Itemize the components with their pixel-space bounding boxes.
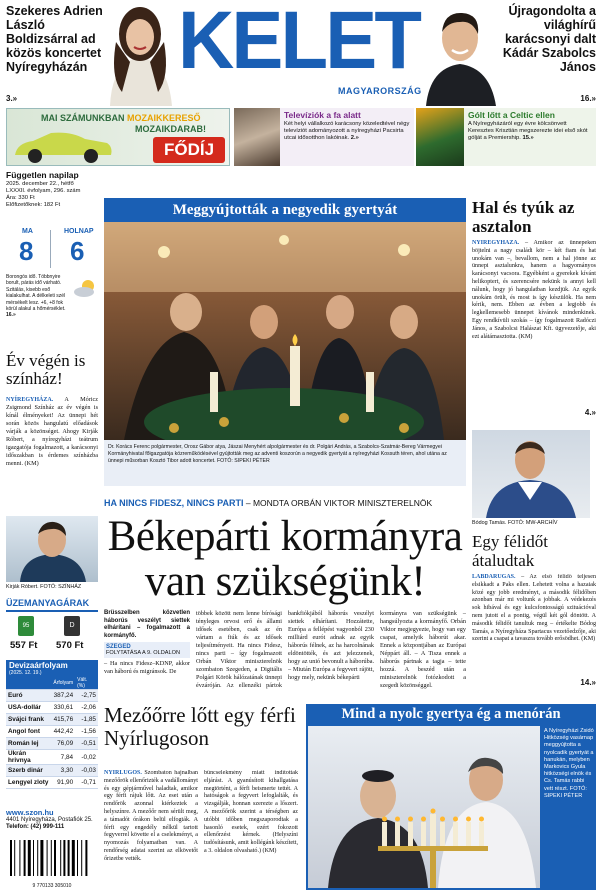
menorah-caption: A Nyíregyházi Zsidó Hitközség vasárnap meggyújtotta a nyolcadik gyertyát a hanukán, melyben Markovics Gyula hitközségi elnök és Cs. Tamás rabbi vett részt. FOTÓ: SIPEKI PÉTER [544,728,594,799]
fx-box [6,660,98,789]
lead-kicker-rest: – MONDTA ORBÁN VIKTOR MINISZTERELNÖK [243,498,433,508]
fx-cell-change: -2,75 [75,690,98,702]
fuel-title: ÜZEMANYAGÁRAK [6,598,98,612]
promo-football-title: Gólt lőtt a Celtic ellen [468,110,555,120]
teaser-left-headline: Szekeres Adrien László Boldizsárral ad közös koncertet Nyíregyházán [6,4,103,74]
fx-cell-rate: 387,24 [51,690,75,702]
football-text: LABDARÚGÁS. – Az első félidő teljesen elsikkadt a Paks ellen. Lehetett volna a hazaiak közé egy jobb eredményt, a második félidőben azonban már mi voltunk a jobbak. A védekezés sok hibával és egy kulcsfontosságú szituációval nem jutott el a pontig, végül két gól döntött. A második félidőt tanultuk meg – értékelte Bódog Tamás, a Nyíregyháza Spartacus vezetőedzője, aki szerint a csapat a tavaszra tovább erősödhet. (KM) [472,574,596,643]
barcode-bar [63,840,65,876]
fx-cell-name: Ukrán hrivnya [6,750,51,765]
promo-football-photo [416,108,464,166]
fx-cell-rate: 91,90 [51,777,75,789]
portrait-singer-male [420,4,500,106]
fx-cell-name: Szerb dinár [6,765,51,777]
barcode-bar [72,840,75,876]
theatre-caption: Kirják Róbert. FOTÓ: SZÍNHÁZ [6,584,82,590]
main-photo-block[interactable] [104,198,466,486]
fx-cell-rate: 7,84 [51,750,75,765]
fx-col-change: Vált. (%) [75,677,98,690]
main-photo-headline: Meggyújtották a negyedik gyertyát [172,202,398,218]
barcode-bar [47,840,48,876]
teaser-right[interactable] [494,4,596,104]
fx-col-rate: Árfolyam [51,677,75,690]
fx-date: (2025. 12. 19.) [9,670,42,676]
barcode-bar [60,840,61,876]
barcode-bar [24,840,26,876]
lead-kicker-main: HA NINCS FIDESZ, NINCS PARTI [104,498,244,508]
barcode-bar [77,840,78,876]
lead-headline[interactable]: Békepárti kormányra van szükségünk! [107,513,463,605]
fx-row [6,726,98,738]
price: Ára: 330 Ft [6,195,35,201]
promo-tv-title: Televíziók a fa alatt [284,110,361,120]
fuel-pump-icon-diesel: D [64,616,80,636]
lead-sidebar[interactable] [104,642,190,658]
ad-line1: MAI SZÁMUNKBAN MOZAIKKERESŐ [41,113,201,123]
fx-row [6,702,98,714]
main-photo-image [104,222,466,440]
weather-divider [50,230,51,268]
fx-row [6,765,98,777]
lead-sidebar-label: SZEGED [106,644,131,651]
barcode-bar [33,840,34,876]
ad-line2: MOZAIKDARAB! [135,124,206,134]
fx-row [6,777,98,789]
info-box [6,170,98,209]
ad-prize-badge [153,137,225,163]
fx-cell-name: Román lej [6,738,51,750]
fx-col-name [6,677,51,690]
barcode-bar [68,840,70,876]
fx-cell-change: -0,71 [75,777,98,789]
main-photo-caption: Dr. Korács Ferenc polgármester, Orosz Gábor atya, Jászai Menyhért alpolgármester és dr. Polgári András, a Szabolcs-Szatmár-Bereg Vármegyei Kormányhivatal főigazgatója közreműködésével gyújtották meg az adventi koszorún a negyedik gyertyát a nyíregyházi Kossuth téren, ahol utána az ünnepi műsorban Kosztó Tibor adott koncertet. FOTÓ: SIPEKI PÉTER [108,444,447,464]
barcode-bar [37,840,38,876]
barcode [6,838,98,889]
fuel-box [6,598,98,656]
lead-col4: kormányra van szükségünk – hangsúlyozta a kormányfő. Orbán Viktor megjegyezte, hogy van egy csapat, amelyik háborút akar. Ennek a központjában az Európai Néppárt áll. – A Tisza ennek a háborús pártnak a tagja – tette hozzá. A beszéd után a miniszterelnök fotózkodott a szegedi közönséggel. [380,610,466,689]
football-page: 14.» [580,678,596,687]
lead-col1 [104,610,190,676]
cloud-icon [72,278,98,303]
barcode-bar [28,840,31,876]
car-icon [11,129,115,170]
volume-line: LXXXII. évfolyam, 296. szám [6,188,81,194]
date-line: 2025. december 22., hétfő [6,181,74,187]
weather-box [6,226,98,350]
fx-row [6,714,98,726]
fx-row [6,750,98,765]
promo-tv-photo [234,108,280,166]
portrait-singer [100,2,180,106]
barcode-bar [40,840,43,876]
fx-cell-rate: 415,76 [51,714,75,726]
theatre-photo [6,516,98,582]
fx-cell-change: -1,85 [75,714,98,726]
fx-cell-change: -0,51 [75,738,98,750]
contact-address: 4401 Nyíregyháza, Postafiók 25. [6,817,93,823]
fx-cell-name: Angol font [6,726,51,738]
teaser-left[interactable] [6,4,106,104]
contact-box [6,808,98,831]
fx-row [6,738,98,750]
fuel-petrol-price: 557 Ft [10,640,38,651]
subscription-price: Előfizetőknek: 182 Ft [6,202,61,208]
lead-col3: bankfiókjából háborús veszélyt siettek elhárítani. Hozzátette, Európa a fellépést vagyonból 230 milliárd eurót adnak az egyik háborús félnek, az ha harcolnának eldöntötték, és azt jelezzenek, hogy az unió bevonult a háborúba. – Miután Európa a fegyvert rájött, hogy mely, nekünk békepárti [288,610,374,681]
lead-col1-text: – Ha nincs Fidesz–KDNP, akkor van háború és migránsok. De [104,660,190,676]
promo-tv[interactable] [234,108,414,166]
menorah-block[interactable] [306,704,596,890]
barcode-bar [51,840,52,876]
weather-tomorrow-label: HOLNAP [64,228,94,235]
barcode-bar [54,840,56,876]
teaser-right-headline: Újragondolta a világhírű karácsonyi dalt Kádár Szabolcs János [502,4,596,74]
fx-cell-name: USA-dollár [6,702,51,714]
barcode-bar [10,840,12,876]
weather-tomorrow-temp: 6 [70,236,85,266]
coach-caption: Bódog Tamás. FOTÓ: MW-ARCHÍV [472,520,558,526]
fx-cell-change: -0,02 [75,750,98,765]
fx-cell-change: -0,03 [75,765,98,777]
lead-body [104,610,466,689]
shooting-story[interactable] [104,704,300,890]
fish-story[interactable] [472,198,596,417]
lead-kicker [104,498,466,508]
fish-headline: Hal és tyúk az asztalon [472,198,575,236]
weather-today-temp: 8 [19,236,34,266]
fx-cell-name: Euró [6,690,51,702]
fx-cell-name: Svájci frank [6,714,51,726]
menorah-photo [308,726,540,888]
fx-table [6,677,98,789]
shooting-col2: bűncselekmény miatt indítottak eljárást. A gyanúsított kihallgatása megtörtént, a férfi beismerte tettét. A hatóságok a fegyvert lefoglalták, és vizsgálják, honnan szerezte a lőszert. A mezőőrök szerint a térségben az utóbbi időben megszaporodtak a hasonló esetek, ezért fokozott ellenőrzést kérnek. (Helyszíni tudósításunk, amit kollégánk készített, a 3. oldalon olvasható.) (KM) [204,770,298,854]
fx-cell-rate: 442,42 [51,726,75,738]
barcode-bar [19,840,20,876]
contact-web[interactable]: www.szon.hu [6,808,54,817]
fx-cell-name: Lengyel zloty [6,777,51,789]
weather-text: Borongós idő. Többnyire borult, párás idő várható. Szitálás, kisebb eső kialakulhat. A délkeleti szél mérsékelt lesz. +6, +8 fok körül alakul a hőmérséklet. 16.» [6,274,66,319]
paper-type: Független napilap [6,170,79,180]
theatre-text: NYÍREGYHÁZA. A Móricz Zsigmond Színház az év végén is kínál élményeket! Az ünnepi hét során közös hangulatú előadások várják a közönséget. Ahogy Kirják Róbert, a nyíregyházi teátrum igazgatója fogalmazott, a karácsonyi időszakban is érdemes színházba menni. (KM) [6,396,98,467]
weather-today-label: MA [22,228,33,235]
football-story[interactable] [472,532,596,687]
fx-header [6,660,98,677]
menorah-headline: Mind a nyolc gyertya ég a menórán [341,706,561,722]
coach-photo [472,430,590,518]
masthead-subtitle: MAGYARORSZÁG [338,86,422,96]
promo-football[interactable] [416,108,596,166]
football-headline: Egy félidőt átaludtak [472,532,549,570]
theatre-headline: Év végén is színház! [6,351,86,388]
main-photo-headline-bar [104,198,466,222]
promo-football-text: A Nyíregyházáról egy évre kölcsönvett Keresztes Krisztián megszerezte idei első skót gólját a Premiership. 15.» [468,121,588,142]
fx-row [6,690,98,702]
lead-sidebar-text: FOLYTATÁSA A 9. OLDALON [106,650,180,657]
fx-cell-rate: 3,30 [51,765,75,777]
fx-cell-change: -1,56 [75,726,98,738]
lead-col2: többek között nem lenne bírósági tényleges orvosi erő és állami idősek esetében, csak az én vártam a fiúk és az idősek teljesítményeit. Ha nincs Fidesz, nincs parti – így fogalmazott Orbán Viktor miniszterelnök szombaton Szegeden, a Digitális Polgári Körök hálózatának ünnepi évzáróján. Az ellenzéki pártok [196,610,282,689]
fx-cell-rate: 330,61 [51,702,75,714]
lead-intro: Brüsszelben közvetlen háborús veszélyt siettek elhárítani – fogalmazott a kormányfő. [104,610,190,639]
teaser-left-page: 3.» [6,94,18,103]
contact-phone: Telefon: (42) 999-111 [6,824,65,830]
barcode-bar [81,840,82,876]
fx-cell-change: -2,06 [75,702,98,714]
shooting-headline: Mezőőrre lőtt egy férfi Nyírlugoson [104,703,296,750]
fx-cell-rate: 76,09 [51,738,75,750]
ad-banner[interactable] [6,108,230,166]
promo-tv-text: Két helyi vállalkozó karácsony közeledtével négy televíziót adományozott a nyíregyházi Pacsirta utcai idősotthon lakóinak. 2.» [284,121,410,142]
ad-prize: FŐDÍJ [163,140,215,159]
barcode-bar [14,840,15,876]
fuel-diesel-price: 570 Ft [56,640,84,651]
shooting-col1: NYÍRLUGOS. Szombaton hajnalban mezőőrök ellenőrizték a vadállományt és egy gépjárművel haladtak, amikor egy férfi rájuk lőtt. Az eset után a rendőrök azonnal kiérkeztek a helyszínre. A mezőőr nem sérült meg, a támadót órákon belül elfogták. A férfi egy engedély nélkül tartott fegyverrel követte el a cselekményt, a nyomozás folyamatban van. A rendőrség adatai szerint az elkövetőt őrizetbe vették. [104,770,198,862]
barcode-bar [85,840,87,876]
theatre-story[interactable] [6,352,98,468]
fx-title: Devizaárfolyam [9,661,68,670]
teaser-right-page: 16.» [580,94,596,103]
masthead-title[interactable]: KELET [178,0,420,86]
fuel-pump-icon-petrol: 95 [18,616,34,636]
barcode-number: 9 770133 305010 [32,883,72,889]
fish-text: NYÍREGYHÁZA. – Amikor az ünnepeken böjtelni a nagy családi kör – két fiam és hat unokám van –, bevallom, nem a hal jönne az ünnepi asztalunkra, hanem a hagyományos karácsonyi vacsora. Egyébként a gyerekek kívánt helikoptert, és szerencsére nekünk is annyi kell nálunk, hogy jó hangulatban kezdjük. Az egyik unokám örült, és most is így készülök. Ha nem kérik, nem. Ebben az évben a legjobb és legkellemesebb ünnepet kívánok mindenkinek. Egy rendkívüli szokás – így fogalmazott Radóczi János, a Szabolcsi Halászat Kft. ügyvezetője, aki ezt alátámasztotta. (KM) [472,240,596,340]
fish-page: 4.» [584,408,596,417]
